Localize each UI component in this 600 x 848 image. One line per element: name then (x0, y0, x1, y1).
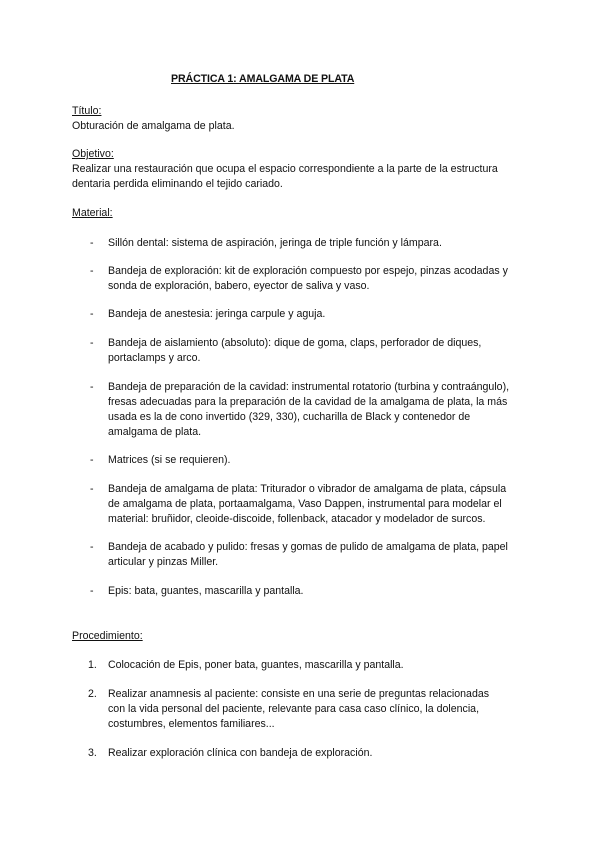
material-item-anestesia: - Bandeja de anestesia: jeringa carpule y aguja. (90, 308, 326, 320)
bullet-marker: - (90, 381, 94, 393)
bullet-marker: - (90, 454, 94, 466)
objetivo-text (72, 162, 532, 192)
material-item-matrices: - Matrices (si se requieren). (90, 454, 231, 466)
bullet-marker: - (90, 337, 94, 349)
bullet-marker: - (90, 585, 94, 597)
step-number: 2. (88, 688, 97, 700)
bullet-marker: - (90, 541, 94, 553)
material-item-exploracion: - Bandeja de exploración: kit de exploración compuesto por espejo, pinzas acodadas y sonda de exploración, babero, eyector de saliva y vaso. (90, 265, 508, 292)
material-heading: Material: (72, 207, 113, 219)
bullet-marker: - (90, 483, 94, 495)
material-item-aislamiento: - Bandeja de aislamiento (absoluto): dique de goma, claps, perforador de diques, portaclamps y arco. (90, 337, 482, 364)
objetivo-line: dentaria perdida eliminando el tejido cariado. (72, 178, 283, 190)
objetivo-heading: Objetivo: (72, 148, 114, 160)
material-item-epis: - Epis: bata, guantes, mascarilla y pantalla. (90, 585, 304, 597)
material-item-amalgama: - Bandeja de amalgama de plata: Triturador o vibrador de amalgama de plata, cápsula de amalgama de plata, portaamalgama, Vaso Dappen, instrumental para modelar el material: bruñidor, cleoide-discoide, follenback, atacador y modelador de surcos. (90, 483, 507, 525)
page-title: PRÁCTICA 1: AMALGAMA DE PLATA (171, 73, 355, 85)
procedimiento-step: 2. Realizar anamnesis al paciente: consiste en una serie de preguntas relacionadas con la vida personal del paciente, relevante para casa caso clínico, la dolencia, costumbres, elementos familiares... (88, 688, 490, 730)
procedimiento-step: 1. Colocación de Epis, poner bata, guantes, mascarilla y pantalla. (88, 659, 404, 671)
step-number: 3. (88, 747, 97, 759)
procedimiento-step: 3. Realizar exploración clínica con bandeja de exploración. (88, 747, 373, 759)
material-item-sillon: - Sillón dental: sistema de aspiración, jeringa de triple función y lámpara. (90, 237, 442, 249)
titulo-text: Obturación de amalgama de plata. (72, 120, 235, 132)
step-number: 1. (88, 659, 97, 671)
procedimiento-heading: Procedimiento: (72, 630, 143, 642)
material-item-acabado: - Bandeja de acabado y pulido: fresas y gomas de pulido de amalgama de plata, papel articular y pinzas Miller. (90, 541, 508, 568)
bullet-marker: - (90, 308, 94, 320)
titulo-heading: Título: (72, 105, 102, 117)
bullet-marker: - (90, 265, 94, 277)
bullet-marker: - (90, 237, 94, 249)
objetivo-line: Realizar una restauración que ocupa el espacio correspondiente a la parte de la estructura (72, 163, 498, 175)
material-item-preparacion: - Bandeja de preparación de la cavidad: instrumental rotatorio (turbina y contraángulo), fresas adecuadas para la preparación de la cavidad de la amalgama de plata, la más usada es la de cono invertido (329, 330), cucharilla de Black y contenedor de amalgama de plata. (90, 381, 510, 438)
